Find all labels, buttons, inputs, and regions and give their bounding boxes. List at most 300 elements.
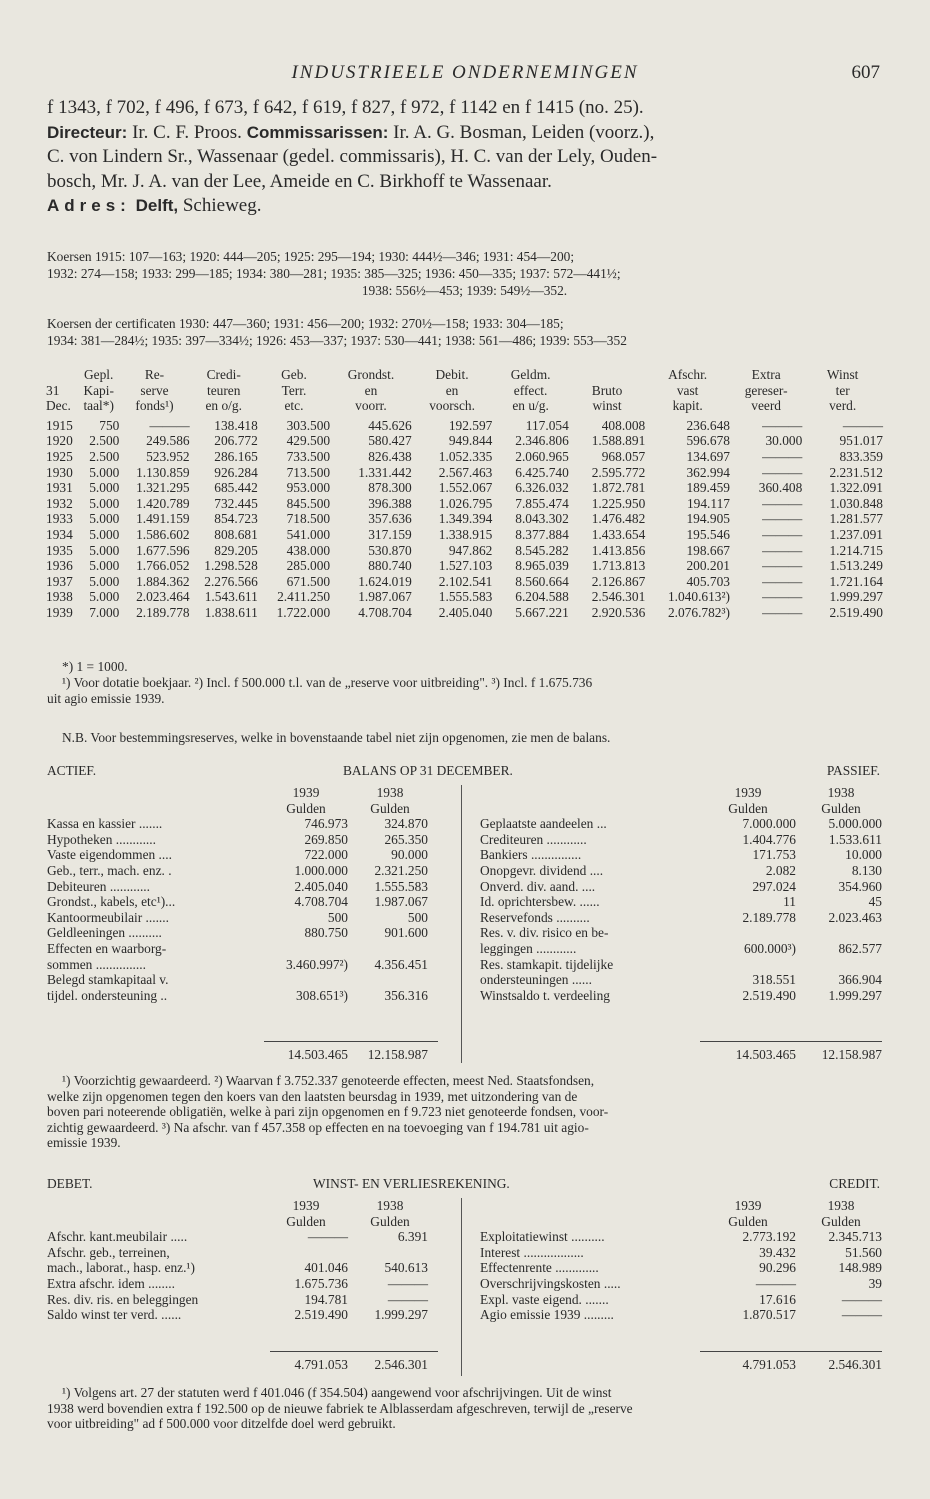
balans-title: BALANS OP 31 DECEMBER. bbox=[343, 763, 513, 778]
table-cell: 195.546 bbox=[686, 526, 730, 542]
line-item-label: Onopgevr. dividend .... bbox=[480, 862, 604, 878]
table-cell: 1939 bbox=[46, 604, 73, 620]
line-item bbox=[47, 894, 439, 910]
line-item-1939: 1.404.776 bbox=[742, 831, 796, 847]
line-item bbox=[480, 910, 882, 926]
table-cell: 1932 bbox=[46, 495, 73, 511]
table-cell: 2.567.463 bbox=[438, 464, 493, 480]
line-item-1939: 2.405.040 bbox=[294, 878, 348, 894]
footnote-line: emissie 1939. bbox=[47, 1135, 121, 1151]
table-cell: 317.159 bbox=[368, 526, 412, 542]
table-cell: 1.052.335 bbox=[438, 448, 493, 464]
table-cell: 2.346.806 bbox=[515, 433, 569, 449]
year-header-row bbox=[480, 785, 882, 801]
table-cell: 5.000 bbox=[89, 573, 120, 589]
column-header: verd. bbox=[829, 398, 857, 414]
line-item-1939: 401.046 bbox=[304, 1260, 348, 1276]
line-item-label: Winstsaldo t. verdeeling bbox=[480, 987, 610, 1003]
year-1938-header: 1938 bbox=[827, 1198, 855, 1213]
line-item bbox=[47, 1245, 439, 1261]
line-item-1939: 2.773.192 bbox=[742, 1229, 796, 1245]
unit-header: Gulden bbox=[370, 1213, 410, 1229]
column-header: Credi- bbox=[206, 367, 241, 382]
line-item bbox=[480, 863, 882, 879]
table-cell: 949.844 bbox=[448, 433, 493, 449]
line-item-1938: ——— bbox=[387, 1291, 428, 1307]
table-cell: 189.459 bbox=[686, 480, 730, 496]
table-cell: 1.040.613²) bbox=[667, 589, 730, 605]
column-header: voorr. bbox=[355, 398, 387, 414]
table-cell: 1915 bbox=[46, 417, 73, 433]
line-item bbox=[480, 1276, 882, 1292]
line-item bbox=[480, 894, 882, 910]
table-cell: 405.703 bbox=[686, 573, 730, 589]
table-cell: 1.766.052 bbox=[136, 558, 190, 574]
line-item-1939: 269.850 bbox=[304, 831, 348, 847]
balans-actief-heading: ACTIEF. bbox=[47, 763, 97, 778]
table-cell: 2.519.490 bbox=[829, 604, 883, 620]
line-item-1938: 500 bbox=[407, 909, 428, 925]
table-cell: 8.377.884 bbox=[515, 526, 569, 542]
table-cell: ——— bbox=[762, 526, 803, 542]
line-item bbox=[480, 1245, 882, 1261]
line-item-label: Res. stamkapit. tijdelijke bbox=[480, 956, 614, 972]
table-cell: 198.667 bbox=[686, 542, 730, 558]
line-item-1938: 4.356.451 bbox=[374, 956, 428, 972]
wv-credit-total-1939: 4.791.053 bbox=[742, 1357, 796, 1372]
column-header: Winst bbox=[826, 367, 859, 382]
table-cell: 1.722.000 bbox=[276, 604, 331, 620]
column-header: 31 bbox=[46, 382, 60, 398]
year-1938-header: 1938 bbox=[376, 785, 404, 800]
column-header: Terr. bbox=[281, 382, 307, 398]
table-cell: 2.023.464 bbox=[136, 589, 190, 605]
year-header-row bbox=[47, 1198, 439, 1214]
table-header-row bbox=[46, 383, 883, 399]
column-header: etc. bbox=[284, 398, 304, 414]
table-cell: 1.476.482 bbox=[591, 511, 646, 527]
table-cell: ——— bbox=[762, 573, 803, 589]
line-item bbox=[480, 879, 882, 895]
line-item-1938: 1.533.611 bbox=[828, 831, 882, 847]
koersen-line-1: Koersen 1915: 107—163; 1920: 444—205; 1925: 295—194; 1930: 444½—346; 1931: 454—200; bbox=[47, 249, 575, 264]
balans-actief-total-1938: 12.158.987 bbox=[367, 1047, 428, 1062]
line-item-label: Hypotheken ............ bbox=[47, 831, 156, 847]
table-cell: 1934 bbox=[46, 526, 73, 542]
line-item-1938: 1.999.297 bbox=[828, 987, 882, 1003]
table-cell: 438.000 bbox=[286, 542, 331, 558]
line-item-1938: 2.345.713 bbox=[828, 1229, 882, 1245]
line-item-label: Reservefonds .......... bbox=[480, 909, 590, 925]
table-cell: 1.433.654 bbox=[591, 526, 646, 542]
line-item-1938: ——— bbox=[841, 1307, 882, 1323]
table-cell: 1.624.019 bbox=[358, 573, 412, 589]
column-header: Bruto bbox=[591, 382, 623, 398]
table-cell: 445.626 bbox=[368, 417, 412, 433]
address-line: Adres: Delft, Schieweg. bbox=[47, 195, 262, 216]
line-item-label: Grondst., kabels, etc¹)... bbox=[47, 894, 176, 910]
table-cell: 192.597 bbox=[448, 417, 493, 433]
table-cell: ——— bbox=[762, 464, 803, 480]
table-cell: 1.677.596 bbox=[136, 542, 190, 558]
line-item bbox=[47, 1292, 439, 1308]
line-item-1939: 746.973 bbox=[304, 816, 348, 832]
line-item-1938: 1.999.297 bbox=[374, 1307, 428, 1323]
table-cell: 134.697 bbox=[686, 448, 730, 464]
balans-passief-total-1939: 14.503.465 bbox=[735, 1047, 796, 1062]
table-cell: 833.359 bbox=[839, 448, 883, 464]
line-item-1939: 194.781 bbox=[304, 1291, 348, 1307]
table-cell: 8.043.302 bbox=[515, 511, 569, 527]
line-item-label: Exploitatiewinst .......... bbox=[480, 1229, 605, 1245]
line-item-label: Kantoormeubilair ....... bbox=[47, 909, 169, 925]
table-row bbox=[46, 543, 883, 559]
table-cell: 1.999.297 bbox=[829, 589, 883, 605]
line-item bbox=[47, 1307, 439, 1323]
table-cell: 1936 bbox=[46, 558, 73, 574]
table-cell: 732.445 bbox=[214, 495, 258, 511]
line-item-1938: 324.870 bbox=[384, 816, 428, 832]
table-cell: 2.076.782³) bbox=[667, 604, 730, 620]
line-item-1938: 2.023.463 bbox=[828, 909, 882, 925]
table-cell: 2.546.301 bbox=[591, 589, 646, 605]
line-item-label: leggingen ............ bbox=[480, 940, 577, 956]
column-header: en bbox=[445, 382, 459, 398]
table-footnote-2: ¹) Voor dotatie boekjaar. ²) Incl. f 500.000 t.l. van de „reserve voor uitbreiding". ³) Incl. f 1.675.736 bbox=[62, 675, 593, 690]
table-cell: 1.552.067 bbox=[438, 480, 493, 496]
table-cell: 408.008 bbox=[601, 417, 646, 433]
table-cell: 1938 bbox=[46, 589, 73, 605]
unit-header: Gulden bbox=[286, 1213, 326, 1229]
line-item-1939: 600.000³) bbox=[744, 940, 796, 956]
year-1939-header: 1939 bbox=[734, 1198, 762, 1213]
table-footnote-1: *) 1 = 1000. bbox=[62, 659, 128, 674]
line-item-label: Saldo winst ter verd. ...... bbox=[47, 1307, 182, 1323]
table-cell: 362.994 bbox=[686, 464, 730, 480]
table-cell: 1.298.528 bbox=[204, 558, 258, 574]
column-header: voorsch. bbox=[429, 398, 475, 414]
table-cell: 541.000 bbox=[286, 526, 331, 542]
line-item bbox=[480, 1292, 882, 1308]
table-cell: 2.595.772 bbox=[591, 464, 646, 480]
unit-header: Gulden bbox=[821, 1213, 861, 1229]
table-cell: 5.000 bbox=[89, 542, 120, 558]
line-item-1939: 3.460.997²) bbox=[285, 956, 348, 972]
table-cell: 829.205 bbox=[214, 542, 258, 558]
balans-footnotes bbox=[47, 1073, 882, 1151]
column-header: Geldm. bbox=[510, 367, 551, 382]
line-item bbox=[480, 941, 882, 957]
line-item-1939: 2.082 bbox=[765, 862, 796, 878]
table-row bbox=[46, 414, 883, 434]
line-item-label: Afschr. kant.meubilair ..... bbox=[47, 1229, 188, 1245]
column-header: teuren bbox=[206, 382, 241, 398]
footnote-line: boven pari noteerende obligatiën, welke à pari zijn opgenomen en f 9.723 niet genoteerde fondsen, voor- bbox=[47, 1104, 609, 1120]
line-item-1939: 880.750 bbox=[304, 925, 348, 941]
table-cell: 2.411.250 bbox=[277, 589, 331, 605]
line-item bbox=[480, 816, 882, 832]
line-item-1939: 171.753 bbox=[752, 847, 796, 863]
table-cell: ——— bbox=[762, 417, 803, 433]
footnote-line: welke zijn opgenomen tegen den koers van den laatsten beursdag in 1939, met uitzondering van de bbox=[47, 1088, 578, 1104]
table-row bbox=[46, 433, 883, 449]
wv-credit-heading: CREDIT. bbox=[829, 1176, 880, 1191]
year-1938-header: 1938 bbox=[376, 1198, 404, 1213]
column-header: fonds¹) bbox=[135, 398, 174, 414]
line-item bbox=[480, 1307, 882, 1323]
table-cell: 523.952 bbox=[146, 448, 190, 464]
balans-actief-total-1939: 14.503.465 bbox=[287, 1047, 348, 1062]
line-item-label: Afschr. geb., terreinen, bbox=[47, 1244, 170, 1260]
table-cell: 429.500 bbox=[286, 433, 331, 449]
year-1939-header: 1939 bbox=[292, 785, 320, 800]
table-cell: 1.331.442 bbox=[358, 464, 412, 480]
column-header: Extra bbox=[751, 367, 781, 382]
line-item-label: Crediteuren ............ bbox=[480, 831, 587, 847]
line-item bbox=[480, 847, 882, 863]
line-item bbox=[47, 972, 439, 988]
table-cell: 2.189.778 bbox=[136, 604, 190, 620]
table-cell: 6.204.588 bbox=[515, 589, 569, 605]
wv-debet-total-1938: 2.546.301 bbox=[374, 1357, 428, 1372]
column-header: effect. bbox=[513, 382, 548, 398]
line-item-1939: 2.519.490 bbox=[742, 987, 796, 1003]
column-header: Dec. bbox=[46, 398, 71, 414]
table-cell: 2.126.867 bbox=[591, 573, 646, 589]
line-item-label: Belegd stamkapitaal v. bbox=[47, 972, 169, 988]
column-header bbox=[46, 367, 78, 383]
table-cell: 1930 bbox=[46, 464, 73, 480]
line-item-1938: 2.321.250 bbox=[374, 862, 428, 878]
line-item-1938: 265.350 bbox=[384, 831, 428, 847]
line-item-1939: 2.519.490 bbox=[294, 1307, 348, 1323]
table-cell: 5.667.221 bbox=[515, 604, 569, 620]
line-item bbox=[47, 832, 439, 848]
footnote-line: ¹) Voorzichtig gewaardeerd. ²) Waarvan f 3.752.337 genoteerde effecten, meest Ned. Staatsfondsen, bbox=[62, 1073, 595, 1088]
wv-debet-list bbox=[47, 1198, 439, 1323]
table-cell: 1.225.950 bbox=[591, 495, 646, 511]
balans-passief-total-rule bbox=[700, 1041, 882, 1042]
line-item-label: mach., laborat., hasp. enz.¹) bbox=[47, 1260, 195, 1276]
unit-header: Gulden bbox=[370, 800, 410, 816]
line-item bbox=[47, 910, 439, 926]
column-header: Gepl. bbox=[84, 367, 114, 382]
table-cell: 206.772 bbox=[214, 433, 258, 449]
column-header: Afschr. bbox=[668, 367, 708, 382]
wv-debet-total-1939: 4.791.053 bbox=[294, 1357, 348, 1372]
share-prices-line: f 1343, f 702, f 496, f 673, f 642, f 619, f 827, f 972, f 1142 en f 1415 (no. 25). bbox=[47, 97, 644, 118]
footnote-line: ¹) Volgens art. 27 der statuten werd f 401.046 (f 354.504) aangewend voor afschrijvingen. Uit de winst bbox=[62, 1385, 612, 1400]
table-cell: 2.231.512 bbox=[829, 464, 883, 480]
line-item bbox=[47, 879, 439, 895]
line-item-1939: 1.870.517 bbox=[742, 1307, 796, 1323]
table-cell: 1937 bbox=[46, 573, 73, 589]
table-cell: 360.408 bbox=[758, 480, 803, 496]
table-cell: 2.102.541 bbox=[438, 573, 493, 589]
line-item-label: Res. v. div. risico en be- bbox=[480, 925, 609, 941]
commissioners-line: C. von Lindern Sr., Wassenaar (gedel. commissaris), H. C. van der Lely, Ouden- bbox=[47, 146, 658, 167]
line-item-1938: 39 bbox=[868, 1275, 882, 1291]
line-item bbox=[480, 832, 882, 848]
line-item bbox=[47, 925, 439, 941]
table-cell: 249.586 bbox=[146, 433, 190, 449]
line-item bbox=[47, 988, 439, 1004]
wv-title: WINST- EN VERLIESREKENING. bbox=[313, 1176, 510, 1191]
line-item-label: Effecten en waarborg- bbox=[47, 940, 167, 956]
line-item-1939: 2.189.778 bbox=[742, 909, 796, 925]
line-item-1939: 308.651³) bbox=[296, 987, 348, 1003]
line-item-1938: 356.316 bbox=[384, 987, 428, 1003]
balans-actief-list bbox=[47, 785, 439, 1003]
balans-passief-total-1938: 12.158.987 bbox=[821, 1047, 882, 1062]
table-row bbox=[46, 589, 883, 605]
table-cell: 926.284 bbox=[214, 464, 258, 480]
line-item-1939: 4.708.704 bbox=[294, 894, 348, 910]
table-row bbox=[46, 496, 883, 512]
directors-line: Directeur: Ir. C. F. Proos. Commissarissen: Ir. A. G. Bosman, Leiden (voorz.), bbox=[47, 121, 655, 143]
table-cell: 1.513.249 bbox=[829, 558, 883, 574]
line-item-label: Debiteuren ............ bbox=[47, 878, 151, 894]
table-cell: 968.057 bbox=[601, 448, 646, 464]
line-item bbox=[480, 1260, 882, 1276]
column-header: Grondst. bbox=[347, 367, 395, 382]
table-row bbox=[46, 480, 883, 496]
unit-header: Gulden bbox=[728, 1213, 768, 1229]
unit-header: Gulden bbox=[286, 800, 326, 816]
line-item-1938: 90.000 bbox=[391, 847, 428, 863]
table-cell: 808.681 bbox=[214, 526, 258, 542]
table-cell: 2.500 bbox=[89, 448, 120, 464]
line-item bbox=[47, 957, 439, 973]
footnote-line: zichtig gewaardeerd. ³) Na afschr. van f 457.358 op effecten en na toevoeging van f 194.781 uit agio- bbox=[47, 1119, 589, 1135]
table-cell: 357.636 bbox=[368, 511, 412, 527]
table-cell: 1.721.164 bbox=[829, 573, 883, 589]
table-cell: 1.838.611 bbox=[204, 604, 258, 620]
line-item-1938: 45 bbox=[868, 894, 882, 910]
table-cell: 236.648 bbox=[686, 417, 730, 433]
table-cell: 1.214.715 bbox=[829, 542, 883, 558]
column-header: Debit. bbox=[435, 367, 469, 382]
table-cell: 6.425.740 bbox=[515, 464, 569, 480]
footnote-line: 1938 werd bovendien extra f 192.500 op de nieuwe fabriek te Alblasserdam afgeschreven, terwijl de „reserve bbox=[47, 1400, 633, 1416]
column-header: taal*) bbox=[83, 398, 114, 414]
table-footnote-3: uit agio emissie 1939. bbox=[47, 691, 165, 706]
table-cell: 1.030.848 bbox=[829, 495, 883, 511]
table-cell: ——— bbox=[762, 558, 803, 574]
table-header-row bbox=[46, 367, 883, 383]
table-cell: 2.920.536 bbox=[591, 604, 646, 620]
year-header-row bbox=[47, 785, 439, 801]
column-header: vast bbox=[676, 382, 699, 398]
footnote-line: voor uitbreiding" ad f 500.000 voor ditzelfde doel werd gebruikt. bbox=[47, 1416, 396, 1432]
balans-actief-total-rule bbox=[264, 1041, 438, 1042]
line-item-label: Geldleeningen .......... bbox=[47, 925, 162, 941]
table-row bbox=[46, 558, 883, 574]
table-cell: 5.000 bbox=[89, 558, 120, 574]
table-cell: 117.054 bbox=[525, 417, 569, 433]
wv-credit-total-rule bbox=[700, 1351, 882, 1352]
table-cell: 1.237.091 bbox=[829, 526, 883, 542]
line-item-1938: 6.391 bbox=[397, 1229, 428, 1245]
line-item-label: Geplaatste aandeelen ... bbox=[480, 816, 607, 832]
table-cell: ——— bbox=[762, 495, 803, 511]
line-item bbox=[47, 847, 439, 863]
company-intro bbox=[47, 96, 882, 219]
table-cell: 4.708.704 bbox=[358, 604, 412, 620]
wv-credit-list bbox=[480, 1198, 882, 1323]
line-item-1939: 39.432 bbox=[759, 1244, 796, 1260]
line-item-1938: 1.555.583 bbox=[374, 878, 428, 894]
line-item-1939: 1.675.736 bbox=[294, 1275, 348, 1291]
table-row bbox=[46, 574, 883, 590]
table-cell: 951.017 bbox=[839, 433, 883, 449]
table-cell: 1935 bbox=[46, 542, 73, 558]
table-cell: ——— bbox=[762, 589, 803, 605]
table-header-row bbox=[46, 398, 883, 414]
line-item-label: Onverd. div. aand. .... bbox=[480, 878, 596, 894]
table-cell: 7.000 bbox=[89, 604, 120, 620]
balans-divider bbox=[461, 785, 462, 1063]
table-row bbox=[46, 527, 883, 543]
line-item-1938: 901.600 bbox=[384, 925, 428, 941]
line-item-1938: 5.000.000 bbox=[828, 816, 882, 832]
table-cell: 750 bbox=[99, 417, 120, 433]
line-item bbox=[47, 863, 439, 879]
table-cell: 5.000 bbox=[89, 511, 120, 527]
table-cell: ——— bbox=[149, 417, 190, 433]
table-cell: 286.165 bbox=[214, 448, 258, 464]
line-item-label: Kassa en kassier ....... bbox=[47, 816, 163, 832]
table-cell: ——— bbox=[842, 417, 883, 433]
column-header: ter bbox=[835, 382, 850, 398]
line-item-label: Interest .................. bbox=[480, 1244, 584, 1260]
line-item-1939: 11 bbox=[783, 894, 796, 910]
table-cell: 194.905 bbox=[686, 511, 730, 527]
column-header: en u/g. bbox=[512, 398, 549, 414]
table-cell: ——— bbox=[762, 511, 803, 527]
table-cell: 733.500 bbox=[286, 448, 331, 464]
table-cell: 1931 bbox=[46, 480, 73, 496]
table-cell: ——— bbox=[762, 448, 803, 464]
table-cell: 1.491.159 bbox=[136, 511, 190, 527]
table-cell: 596.678 bbox=[686, 433, 730, 449]
balans-passief-heading: PASSIEF. bbox=[826, 763, 880, 778]
unit-header: Gulden bbox=[728, 800, 768, 816]
line-item-1939: 500 bbox=[327, 909, 348, 925]
table-cell: 5.000 bbox=[89, 480, 120, 496]
line-item-label: Overschrijvingskosten ..... bbox=[480, 1275, 621, 1291]
table-cell: 1.713.813 bbox=[591, 558, 646, 574]
line-item-label: ondersteuningen ...... bbox=[480, 972, 592, 988]
line-item bbox=[480, 1229, 882, 1245]
line-item-label: Vaste eigendommen .... bbox=[47, 847, 172, 863]
table-cell: 8.545.282 bbox=[515, 542, 569, 558]
line-item-label: Extra afschr. idem ........ bbox=[47, 1275, 175, 1291]
year-1939-header: 1939 bbox=[734, 785, 762, 800]
certificaten-line-1: Koersen der certificaten 1930: 447—360; 1931: 456—200; 1932: 270½—158; 1933: 304—185; bbox=[47, 316, 564, 331]
line-item-1939: ——— bbox=[307, 1229, 348, 1245]
line-item-1938: 10.000 bbox=[845, 847, 882, 863]
table-cell: 8.965.039 bbox=[515, 558, 569, 574]
table-cell: 1.987.067 bbox=[358, 589, 412, 605]
year-1938-header: 1938 bbox=[827, 785, 855, 800]
table-cell: 138.418 bbox=[214, 417, 258, 433]
table-cell: 1.338.915 bbox=[438, 526, 493, 542]
table-cell: 194.117 bbox=[686, 495, 730, 511]
table-cell: 878.300 bbox=[368, 480, 412, 496]
table-cell: 580.427 bbox=[368, 433, 412, 449]
line-item-1938: 540.613 bbox=[384, 1260, 428, 1276]
